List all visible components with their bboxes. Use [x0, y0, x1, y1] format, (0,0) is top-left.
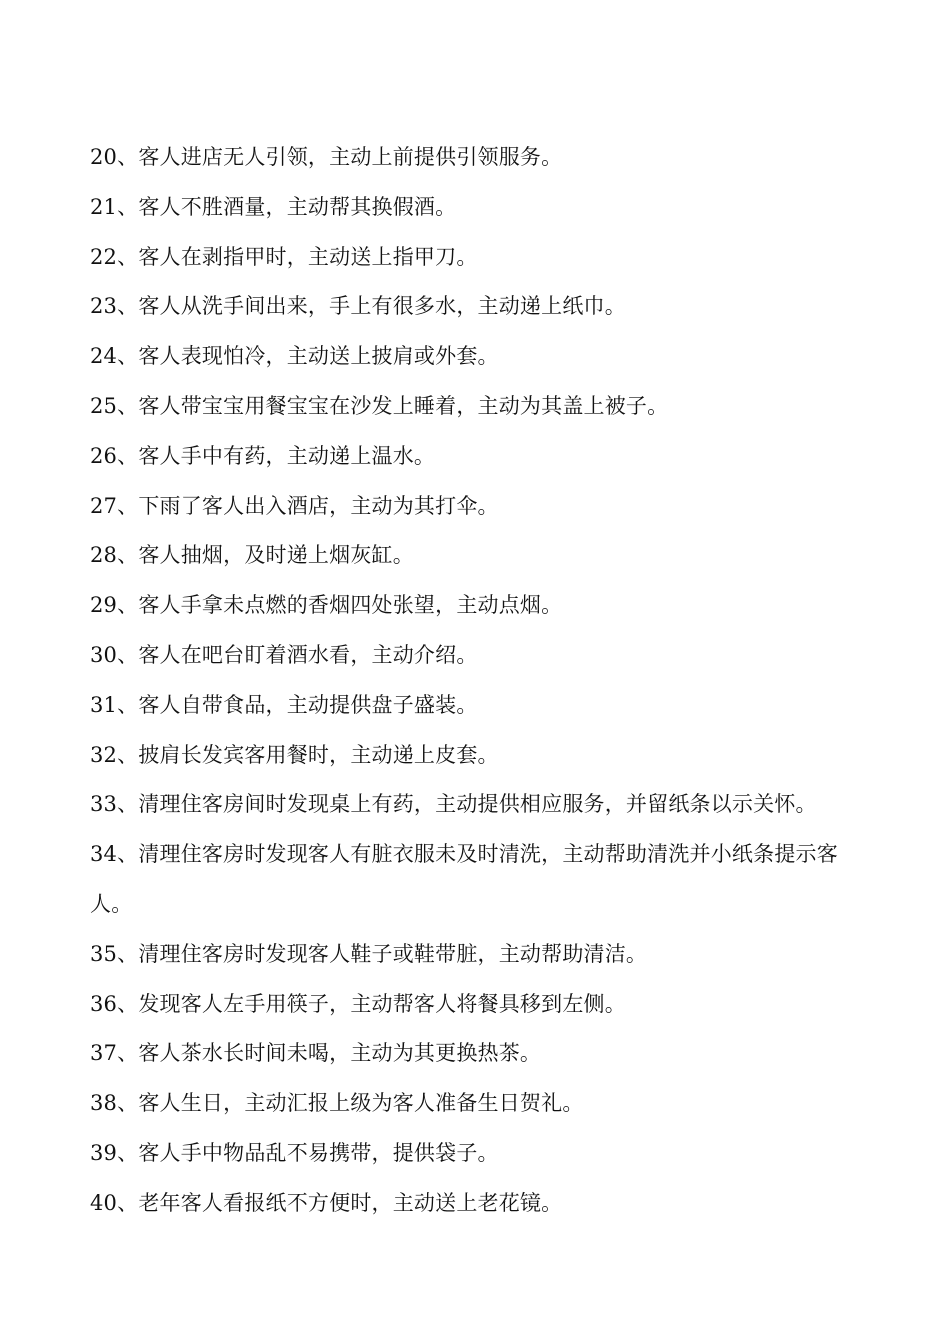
list-item: 24、客人表现怕冷，主动送上披肩或外套。 [90, 344, 499, 369]
list-item: 21、客人不胜酒量，主动帮其换假酒。 [90, 194, 457, 219]
list-item: 32、披肩长发宾客用餐时，主动递上皮套。 [90, 742, 499, 767]
list-item: 31、客人自带食品，主动提供盘子盛装。 [90, 692, 478, 717]
service-item-list [90, 133, 870, 1229]
list-item: 37、客人茶水长时间未喝，主动为其更换热茶。 [90, 1041, 542, 1066]
list-item: 23、客人从洗手间出来，手上有很多水，主动递上纸巾。 [90, 294, 626, 319]
list-item: 26、客人手中有药，主动递上温水。 [90, 443, 436, 468]
list-item: 27、下雨了客人出入酒店，主动为其打伞。 [90, 493, 499, 518]
list-item: 40、老年客人看报纸不方便时，主动送上老花镜。 [90, 1190, 563, 1215]
list-item: 34、清理住客房时发现客人有脏衣服未及时清洗，主动帮助清洗并小纸条提示客人。 [90, 842, 838, 916]
list-item: 25、客人带宝宝用餐宝宝在沙发上睡着，主动为其盖上被子。 [90, 393, 669, 418]
list-item: 20、客人进店无人引领，主动上前提供引领服务。 [90, 145, 563, 169]
list-item: 38、客人生日，主动汇报上级为客人准备生日贺礼。 [90, 1091, 584, 1116]
list-item: 35、清理住客房时发现客人鞋子或鞋带脏，主动帮助清洁。 [90, 941, 648, 966]
list-item: 30、客人在吧台盯着酒水看，主动介绍。 [90, 642, 478, 667]
list-item: 39、客人手中物品乱不易携带，提供袋子。 [90, 1140, 499, 1165]
list-item: 36、发现客人左手用筷子，主动帮客人将餐具移到左侧。 [90, 991, 626, 1016]
list-item: 28、客人抽烟，及时递上烟灰缸。 [90, 543, 414, 568]
list-item: 33、清理住客房间时发现桌上有药，主动提供相应服务，并留纸条以示关怀。 [90, 792, 817, 817]
list-item: 29、客人手拿未点燃的香烟四处张望，主动点烟。 [90, 593, 563, 618]
list-item: 22、客人在剥指甲时，主动送上指甲刀。 [90, 244, 478, 269]
